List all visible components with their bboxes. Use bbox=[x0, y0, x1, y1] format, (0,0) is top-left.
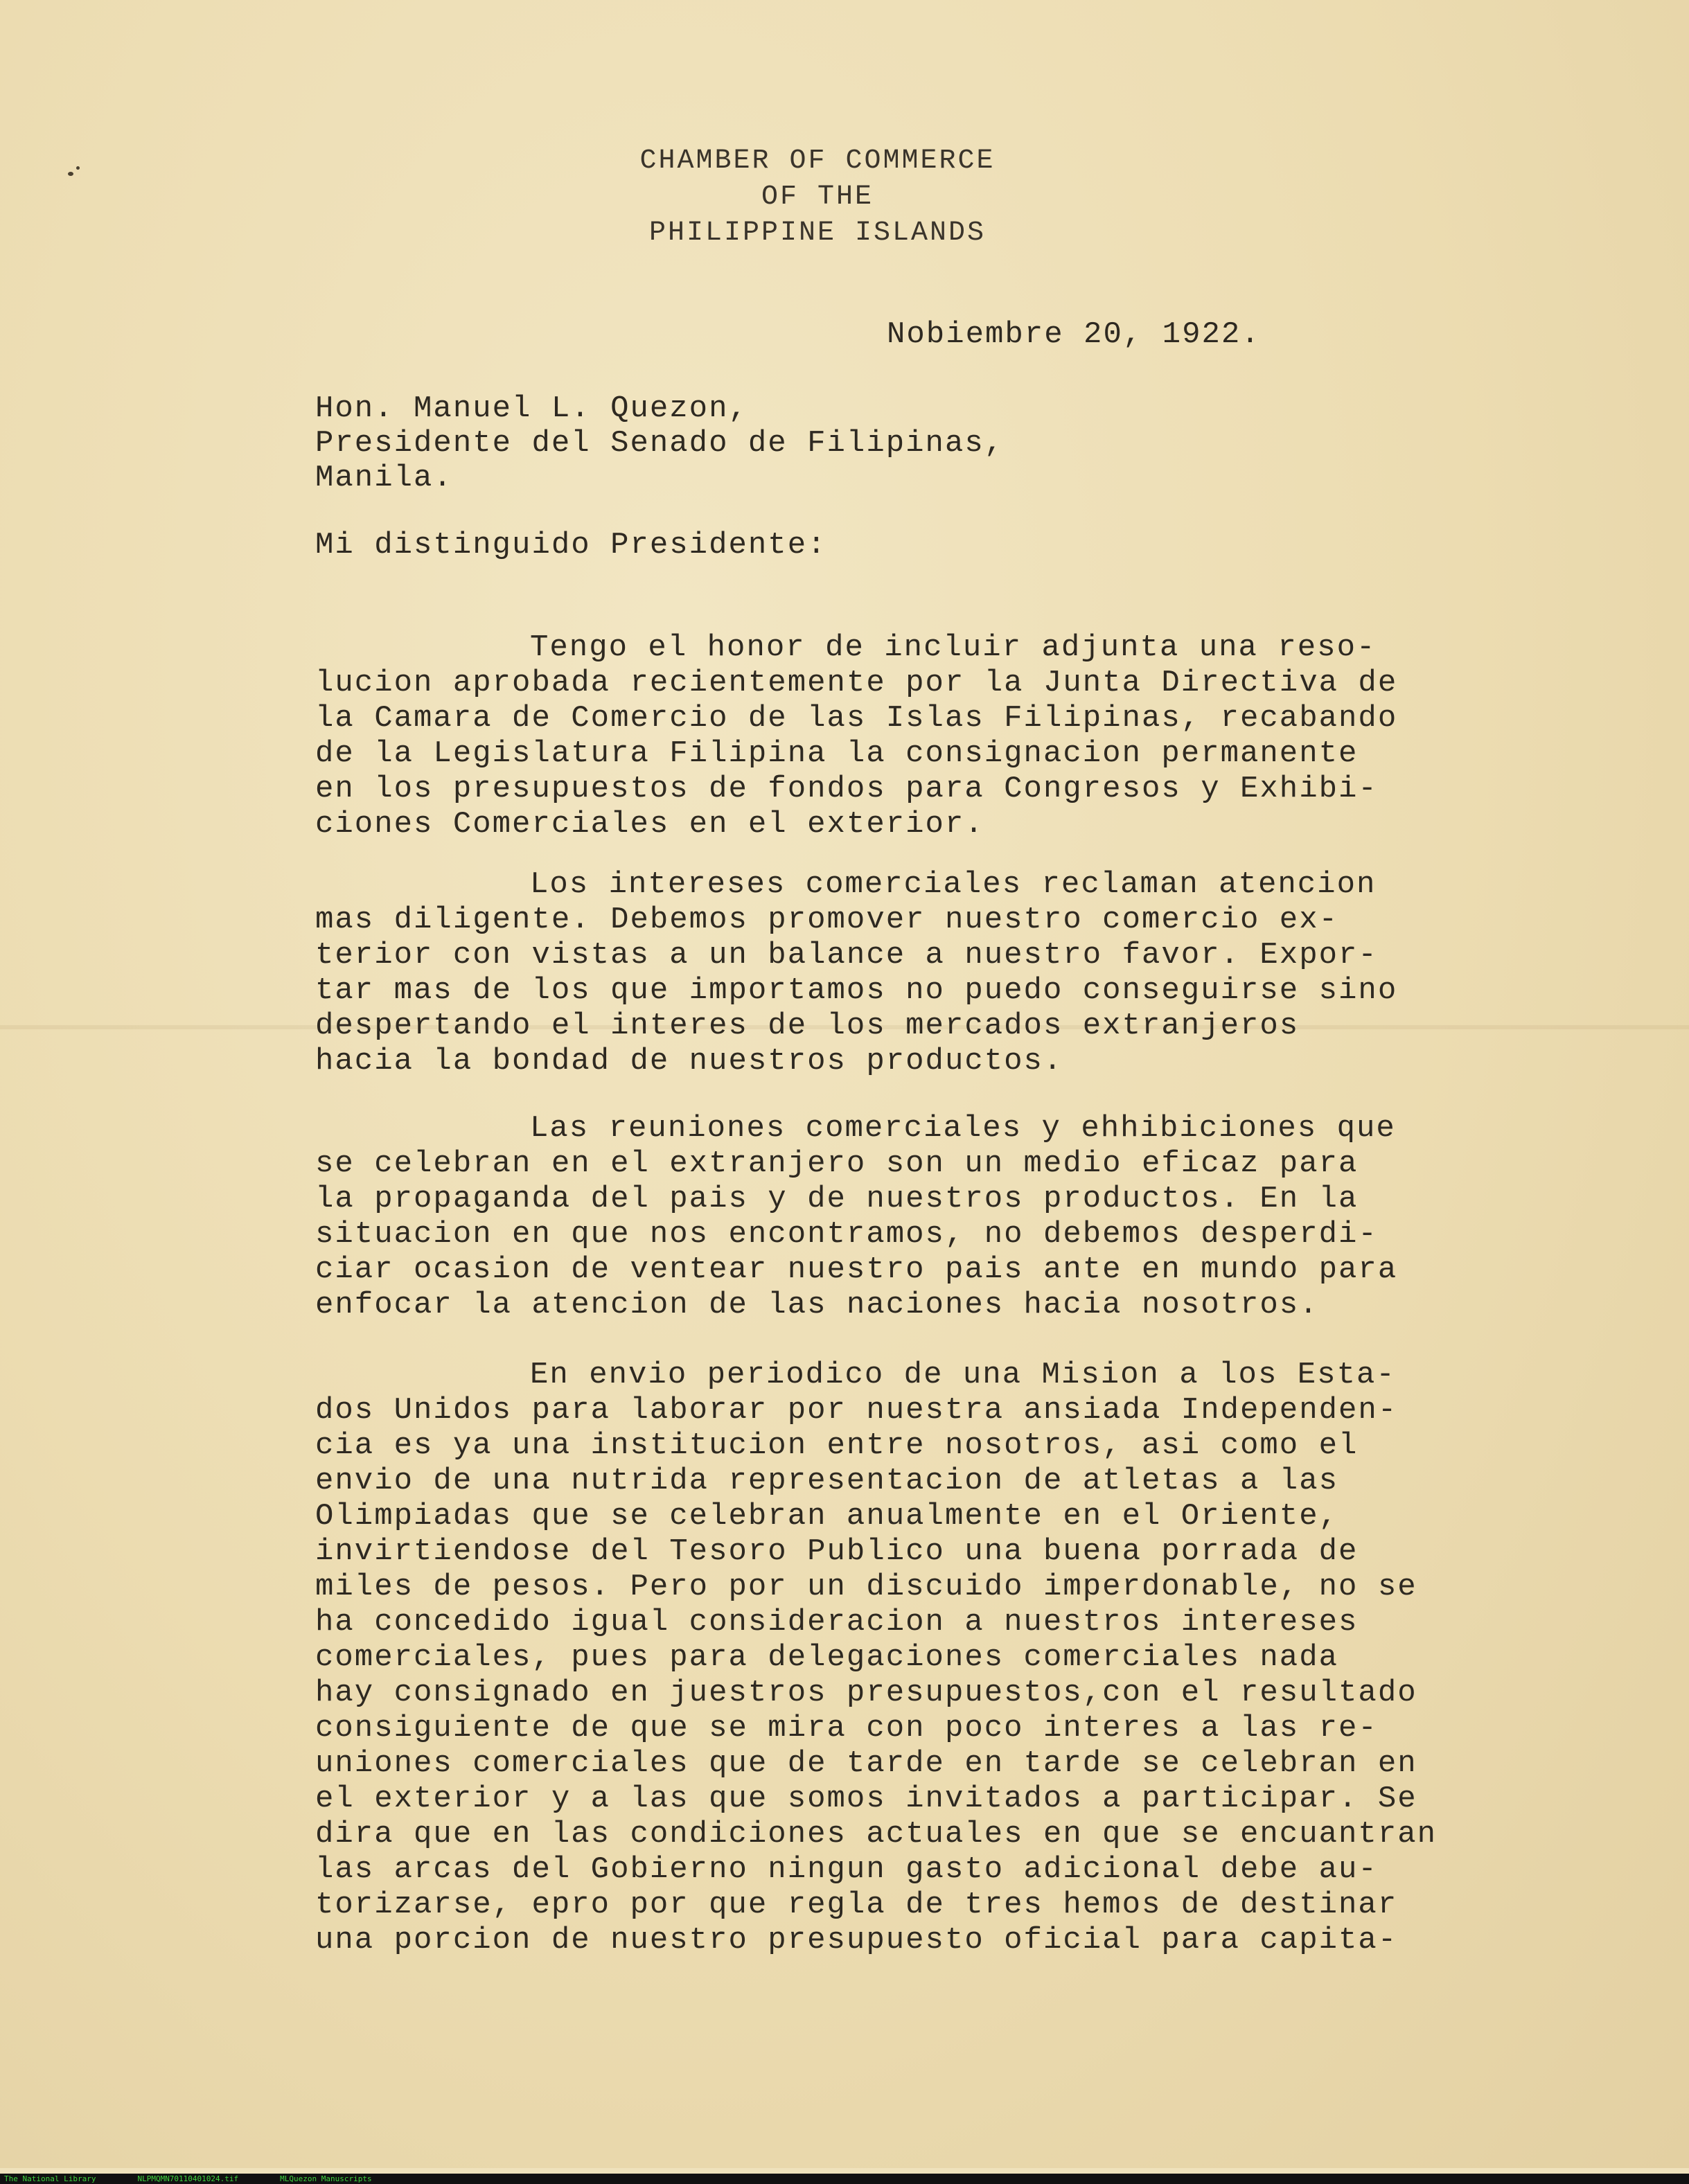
paragraph-2 bbox=[315, 867, 1631, 1079]
text-line: despertando el interes de los mercados extranjeros bbox=[315, 1009, 1300, 1043]
text-line: Las reuniones comerciales y ehhibiciones que bbox=[530, 1111, 1396, 1146]
text-line: Los intereses comerciales reclaman atencion bbox=[530, 867, 1377, 902]
text-line: mas diligente. Debemos promover nuestro comercio ex- bbox=[315, 903, 1339, 937]
text-line: ha concedido igual consideracion a nuestros intereses bbox=[315, 1605, 1359, 1640]
salutation: Mi distinguido Presidente: bbox=[315, 528, 827, 562]
paragraph-3 bbox=[315, 1111, 1631, 1323]
text-line: envio de una nutrida representacion de atletas a las bbox=[315, 1464, 1339, 1498]
addressee-line-2: Presidente del Senado de Filipinas, bbox=[315, 426, 1005, 461]
text-line: torizarse, epro por que regla de tres hemos de destinar bbox=[315, 1888, 1398, 1922]
text-line: dira que en las condiciones actuales en que se encuantran bbox=[315, 1817, 1438, 1852]
text-line: de la Legislatura Filipina la consignacion permanente bbox=[315, 736, 1359, 771]
scan-footer-bar bbox=[0, 2174, 1689, 2184]
text-line: uniones comerciales que de tarde en tarde se celebran en bbox=[315, 1746, 1417, 1781]
text-line: se celebran en el extranjero son un medio eficaz para bbox=[315, 1146, 1359, 1181]
text-line: el exterior y a las que somos invitados a participar. Se bbox=[315, 1782, 1417, 1816]
text-line: miles de pesos. Pero por un discuido imperdonable, no se bbox=[315, 1570, 1417, 1604]
text-line: consiguiente de que se mira con poco interes a las re- bbox=[315, 1711, 1378, 1746]
letterhead-line-3: PHILIPPINE ISLANDS bbox=[648, 217, 987, 249]
text-line: comerciales, pues para delegaciones comerciales nada bbox=[315, 1640, 1339, 1675]
text-line: en los presupuestos de fondos para Congresos y Exhibi- bbox=[315, 772, 1378, 806]
paragraph-1 bbox=[315, 630, 1631, 842]
text-line: En envio periodico de una Mision a los Esta- bbox=[530, 1358, 1396, 1392]
text-line: la Camara de Comercio de las Islas Filipinas, recabando bbox=[315, 701, 1398, 736]
footer-filename: NLPMQMN70110401024.tif bbox=[137, 2174, 239, 2183]
letter-date: Nobiembre 20, 1922. bbox=[887, 317, 1261, 352]
text-line: ciar ocasion de ventear nuestro pais ante en mundo para bbox=[315, 1252, 1398, 1287]
addressee-line-1: Hon. Manuel L. Quezon, bbox=[315, 391, 748, 426]
text-line: enfocar la atencion de las naciones hacia nosotros. bbox=[315, 1288, 1319, 1322]
text-line: las arcas del Gobierno ningun gasto adicional debe au- bbox=[315, 1852, 1378, 1887]
text-line: ciones Comerciales en el exterior. bbox=[315, 807, 984, 842]
text-line: tar mas de los que importamos no puedo conseguirse sino bbox=[315, 973, 1398, 1008]
text-line: dos Unidos para laborar por nuestra ansiada Independen- bbox=[315, 1393, 1398, 1428]
text-line: la propaganda del pais y de nuestros productos. En la bbox=[315, 1182, 1359, 1216]
text-line: hacia la bondad de nuestros productos. bbox=[315, 1044, 1063, 1078]
text-line: una porcion de nuestro presupuesto oficial para capita- bbox=[315, 1923, 1398, 1957]
text-line: terior con vistas a un balance a nuestro favor. Expor- bbox=[315, 938, 1378, 973]
text-line: lucion aprobada recientemente por la Junta Directiva de bbox=[315, 666, 1398, 700]
footer-collection: MLQuezon Manuscripts bbox=[280, 2174, 372, 2183]
text-line: cia es ya una institucion entre nosotros, asi como el bbox=[315, 1428, 1359, 1463]
text-line: Olimpiadas que se celebran anualmente en el Oriente, bbox=[315, 1499, 1339, 1534]
letterhead-line-2: OF THE bbox=[761, 181, 874, 213]
paragraph-4 bbox=[315, 1358, 1631, 1958]
text-line: Tengo el honor de incluir adjunta una reso- bbox=[530, 630, 1377, 665]
letterhead-line-1: CHAMBER OF COMMERCE bbox=[639, 145, 996, 177]
text-line: situacion en que nos encontramos, no debemos desperdi- bbox=[315, 1217, 1378, 1252]
text-line: hay consignado en juestros presupuestos,con el resultado bbox=[315, 1676, 1417, 1710]
footer-library: The National Library bbox=[4, 2174, 96, 2183]
text-line: invirtiendose del Tesoro Publico una buena porrada de bbox=[315, 1534, 1359, 1569]
addressee-line-3: Manila. bbox=[315, 461, 453, 495]
